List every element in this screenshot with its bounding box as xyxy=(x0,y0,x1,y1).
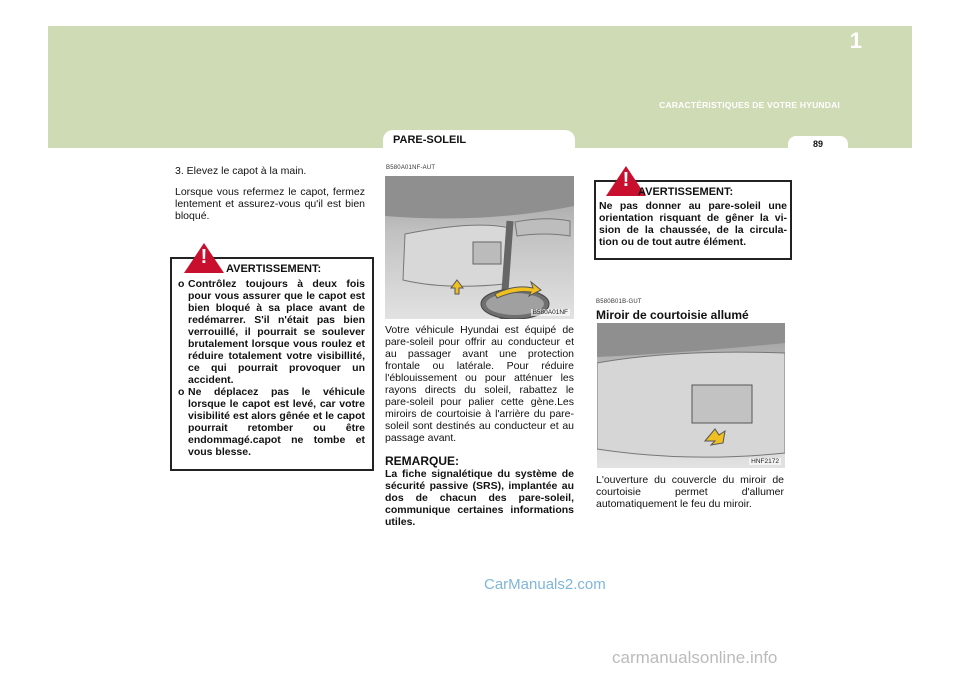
chapter-title: CARACTÉRISTIQUES DE VOTRE HYUNDAI xyxy=(659,100,840,110)
hood-warning-box xyxy=(170,246,374,471)
sun-visor-illustration xyxy=(385,176,574,319)
photo-id-label: B580A01NF xyxy=(532,309,568,316)
warning-body: Ne pas donner au pare-soleil une orientation risquant de gêner la vi-sion de la chaussée, de la circula-tion ou de tout autre élément. xyxy=(599,200,787,248)
vanity-mirror-paragraph: L'ouverture du couvercle du miroir de courtoisie permet d'allumer automatiquement le feu du miroir. xyxy=(596,474,784,510)
left-column xyxy=(175,165,365,222)
section-code: B580B01B-GUT xyxy=(596,299,642,305)
carmanuals-watermark[interactable]: CarManuals2.com xyxy=(484,576,606,593)
warning-item: o Ne déplacez pas le véhicule lorsque le capot est levé, car votre visibilité est alors gênée et le capot pourrait retomber ou être endommagé.capot ne tombe et vous blesse. xyxy=(178,386,365,458)
vanity-mirror-illustration xyxy=(597,323,785,468)
photo-id-label: HNF2172 xyxy=(751,458,779,465)
bullet-marker: o xyxy=(178,386,185,398)
sun-visor-paragraph: Votre véhicule Hyundai est équipé de pare-soleil pour offrir au conducteur et au passager avant une protection frontale ou latérale. Pour réduire l'éblouissement ou pour atténuer les rayons directs du soleil, rabattez le pare-soleil pour palier cette gène.Les miroirs de courtoisie à l'arrière du pare-soleil sont destinés au conducteur et au passage avant. xyxy=(385,324,574,444)
warning-list xyxy=(178,278,365,458)
section-title: Miroir de courtoisie allumé xyxy=(596,308,749,322)
footer-watermark[interactable]: carmanualsonline.info xyxy=(612,648,778,667)
warning-exclamation-icon: ! xyxy=(622,169,630,191)
section-tab xyxy=(383,130,575,150)
chapter-number: 1 xyxy=(849,28,862,53)
sun-visor-photo xyxy=(385,176,574,319)
warning-item: o Contrôlez toujours à deux fois pour vous assurer que le capot est bien bloqué à sa place avant de redémarrer. S'il n'était pas bien verrouillé, il pourrait se soulever brutalement lorsque vous roulez et réduire totalement votre visibillité, ce qui pourrait provoquer un accident. xyxy=(178,278,365,386)
warning-title: AVERTISSEMENT: xyxy=(226,263,322,275)
step-text: 3. Elevez le capot à la main. xyxy=(175,165,307,177)
remarque-body: La fiche signalétique du système de sécurité passive (SRS), implantée au dos de chacun des pare-soleil, communique certaines informations utiles. xyxy=(385,468,574,528)
warning-exclamation-icon: ! xyxy=(200,246,208,268)
section-tab-label: PARE-SOLEIL xyxy=(393,134,467,146)
middle-column xyxy=(385,324,574,528)
remarque-title: REMARQUE: xyxy=(385,454,459,468)
vanity-mirror-photo xyxy=(597,323,785,468)
section-code: B580A01NF-AUT xyxy=(386,165,436,171)
hood-paragraph: Lorsque vous refermez le capot, fermez lentement et assurez-vous qu'il est bien bloqué. xyxy=(175,186,365,222)
visor-warning-box xyxy=(594,169,792,260)
warning-title: AVERTISSEMENT: xyxy=(638,186,734,198)
page-number: 89 xyxy=(788,136,848,152)
bullet-marker: o xyxy=(178,278,185,290)
